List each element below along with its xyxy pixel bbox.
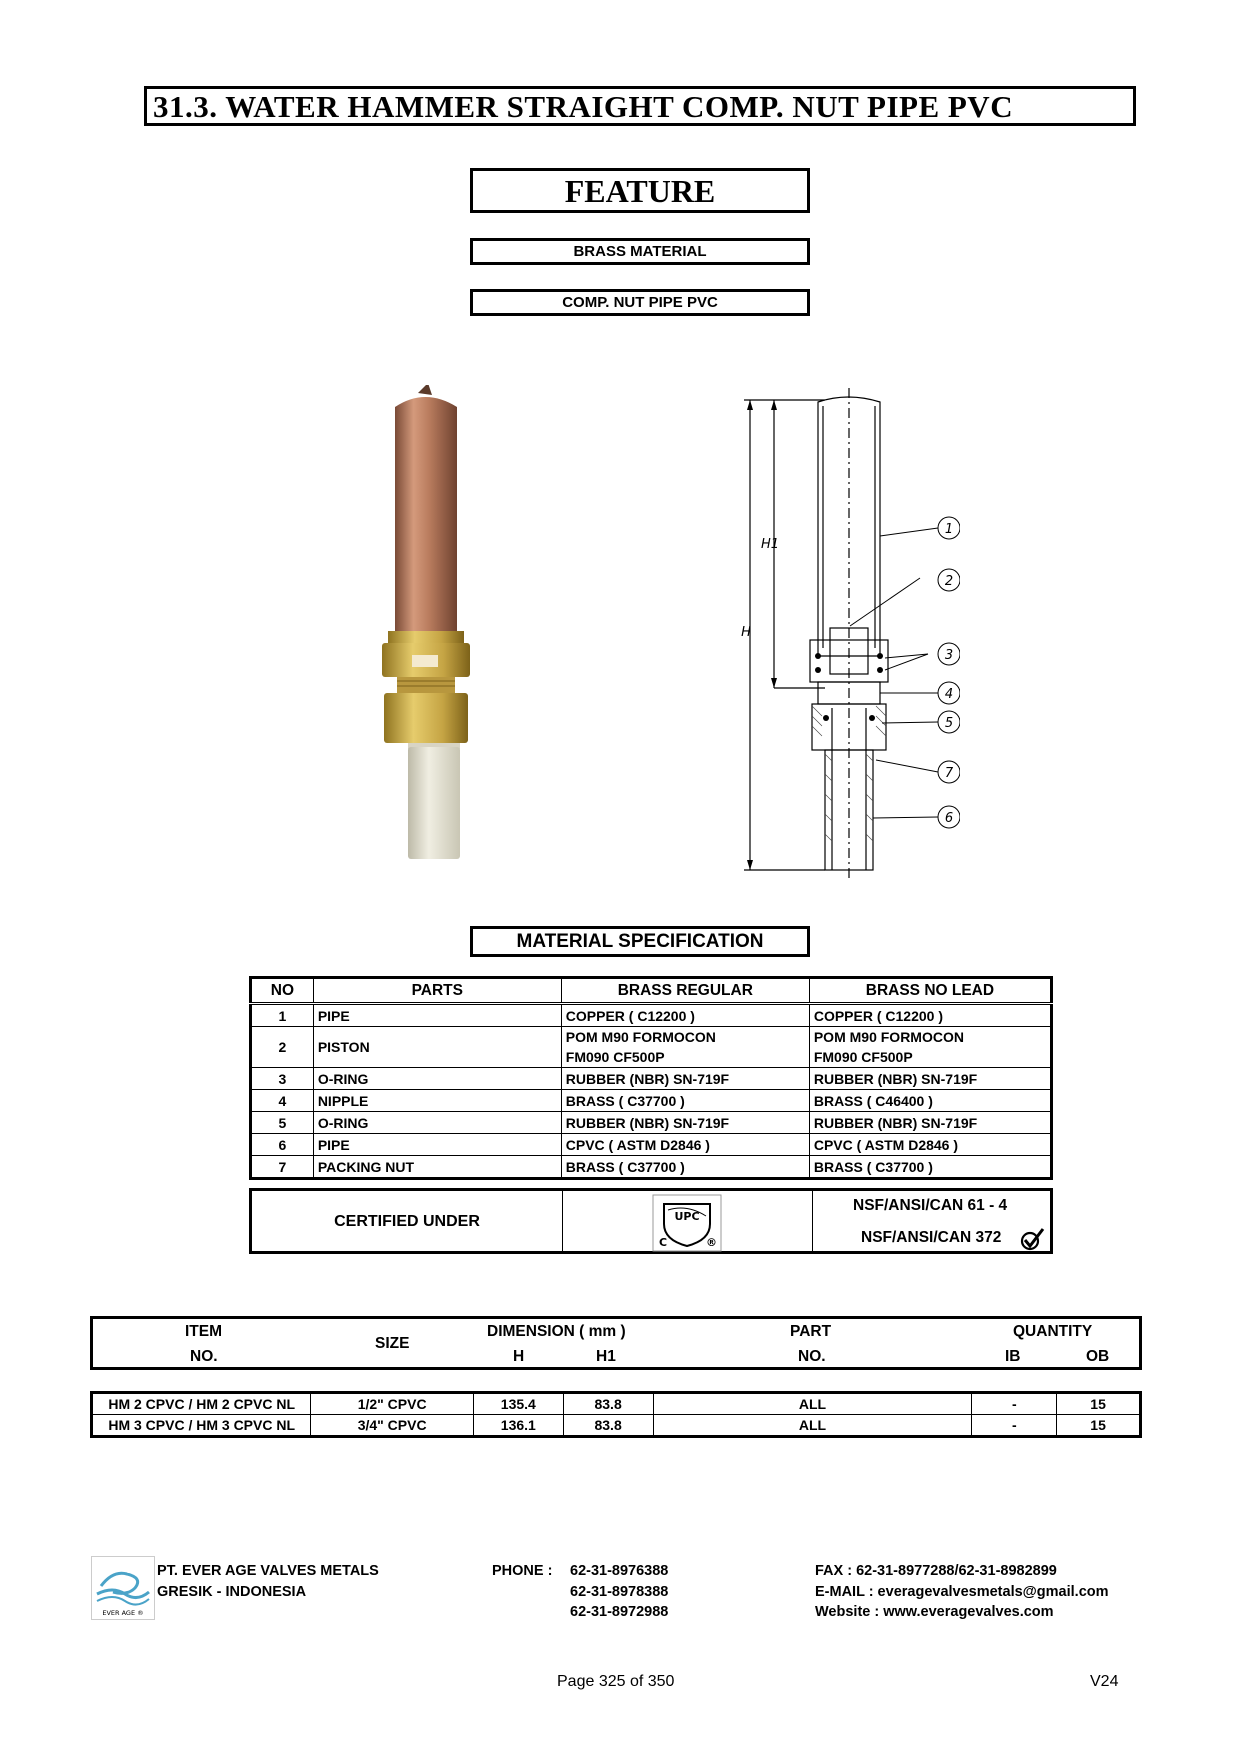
standards-cell	[813, 1191, 1050, 1251]
header-item: ITEM	[185, 1323, 223, 1340]
standard-61: NSF/ANSI/CAN 61 - 4	[853, 1197, 1008, 1214]
phone-numbers	[570, 1561, 668, 1623]
cell-regular: CPVC ( ASTM D2846 )	[561, 1134, 809, 1156]
cell-no-lead: BRASS ( C46400 )	[809, 1090, 1051, 1112]
cell-regular-line-2: FM090 CF500P	[565, 1049, 665, 1065]
company-logo-text: EVER AGE ®	[102, 1609, 144, 1617]
upc-logo	[652, 1194, 722, 1252]
cell-part: PIPE	[313, 1134, 561, 1156]
cell-no-lead	[809, 1027, 1051, 1068]
cell-size: 3/4" CPVC	[311, 1415, 474, 1437]
callout-3: 3	[944, 648, 954, 663]
dimension-table	[90, 1391, 1142, 1438]
cell-no-lead: BRASS ( C37700 )	[809, 1156, 1051, 1179]
cell-item: HM 3 CPVC / HM 3 CPVC NL	[92, 1415, 311, 1437]
cell-item: HM 2 CPVC / HM 2 CPVC NL	[92, 1393, 311, 1415]
contact-info	[815, 1561, 1109, 1623]
cell-part: O-RING	[313, 1112, 561, 1134]
cell-no: 2	[251, 1027, 314, 1068]
cell-regular	[561, 1027, 809, 1068]
column-header-brass-regular: BRASS REGULAR	[561, 978, 809, 1004]
table-row	[251, 1068, 1052, 1090]
material-spec-heading: MATERIAL SPECIFICATION	[470, 926, 810, 957]
cell-h: 136.1	[473, 1415, 563, 1437]
company-location: GRESIK - INDONESIA	[157, 1583, 307, 1600]
cell-regular: BRASS ( C37700 )	[561, 1156, 809, 1179]
cell-ob: 15	[1057, 1415, 1141, 1437]
header-part-no: NO.	[798, 1348, 826, 1365]
callout-4: 4	[944, 687, 954, 702]
table-header-row	[251, 978, 1052, 1004]
dim-label-h1: H1	[760, 537, 780, 552]
table-row	[251, 1027, 1052, 1068]
header-part: PART	[790, 1323, 832, 1340]
upc-logo-r: ®	[706, 1236, 717, 1249]
cell-no-lead: COPPER ( C12200 )	[809, 1004, 1051, 1027]
phone-number: 62-31-8976388	[570, 1563, 669, 1579]
cell-no: 1	[251, 1004, 314, 1027]
fax: FAX : 62-31-8977288/62-31-8982899	[815, 1563, 1057, 1579]
checkmark-icon	[1019, 1227, 1045, 1251]
column-header-no: NO	[251, 978, 314, 1004]
cell-no-lead: CPVC ( ASTM D2846 )	[809, 1134, 1051, 1156]
dimension-table-header	[90, 1316, 1142, 1370]
cell-no-lead-line-2: FM090 CF500P	[813, 1049, 913, 1065]
cell-ib: -	[972, 1393, 1057, 1415]
header-ob: OB	[1086, 1348, 1110, 1365]
callout-7: 7	[944, 766, 954, 781]
cell-no: 4	[251, 1090, 314, 1112]
certification-box	[249, 1188, 1053, 1254]
upc-logo-c: C	[659, 1236, 668, 1249]
header-quantity: QUANTITY	[1013, 1323, 1093, 1340]
cell-regular-line-1: POM M90 FORMOCON	[565, 1029, 716, 1045]
column-header-brass-no-lead: BRASS NO LEAD	[809, 978, 1051, 1004]
cell-part: O-RING	[313, 1068, 561, 1090]
callout-6: 6	[944, 811, 954, 826]
email: E-MAIL : everagevalvesmetals@gmail.com	[815, 1583, 1109, 1600]
cell-no-lead-line-1: POM M90 FORMOCON	[813, 1029, 964, 1045]
phone-number: 62-31-8978388	[570, 1583, 669, 1600]
header-ib: IB	[1005, 1348, 1021, 1365]
header-h1: H1	[596, 1348, 616, 1365]
cell-part: NIPPLE	[313, 1090, 561, 1112]
table-row	[251, 1156, 1052, 1179]
page-version: V24	[1090, 1673, 1119, 1690]
company-info	[157, 1561, 379, 1602]
callout-1: 1	[944, 522, 954, 537]
sectional-drawing	[730, 388, 960, 878]
table-row	[251, 1090, 1052, 1112]
cell-no: 3	[251, 1068, 314, 1090]
callout-2: 2	[944, 574, 954, 589]
cell-regular: COPPER ( C12200 )	[561, 1004, 809, 1027]
cell-regular: RUBBER (NBR) SN-719F	[561, 1068, 809, 1090]
cell-part: PACKING NUT	[313, 1156, 561, 1179]
cell-part: ALL	[653, 1415, 972, 1437]
phone-label: PHONE :	[492, 1563, 553, 1579]
phone-number: 62-31-8972988	[570, 1604, 669, 1620]
company-logo	[91, 1556, 155, 1620]
cell-part: ALL	[653, 1393, 972, 1415]
material-table	[249, 976, 1053, 1180]
header-h: H	[513, 1348, 525, 1365]
cell-ib: -	[972, 1415, 1057, 1437]
table-row	[251, 1004, 1052, 1027]
cell-part: PISTON	[313, 1027, 561, 1068]
upc-logo-cell	[563, 1191, 813, 1251]
cell-part: PIPE	[313, 1004, 561, 1027]
standard-372: NSF/ANSI/CAN 372	[861, 1229, 1002, 1246]
table-row	[251, 1112, 1052, 1134]
cell-regular: RUBBER (NBR) SN-719F	[561, 1112, 809, 1134]
cell-no: 5	[251, 1112, 314, 1134]
cell-ob: 15	[1057, 1393, 1141, 1415]
feature-heading: FEATURE	[470, 168, 810, 213]
cell-no-lead: RUBBER (NBR) SN-719F	[809, 1068, 1051, 1090]
cell-regular: BRASS ( C37700 )	[561, 1090, 809, 1112]
header-size: SIZE	[375, 1335, 410, 1352]
cell-h1: 83.8	[563, 1415, 653, 1437]
table-row	[92, 1393, 1141, 1415]
product-photo	[370, 385, 500, 870]
cell-h1: 83.8	[563, 1393, 653, 1415]
header-item-no: NO.	[190, 1348, 218, 1365]
company-name: PT. EVER AGE VALVES METALS	[157, 1563, 379, 1579]
cell-no: 7	[251, 1156, 314, 1179]
cell-no: 6	[251, 1134, 314, 1156]
page-title: 31.3. WATER HAMMER STRAIGHT COMP. NUT PIPE PVC	[144, 86, 1136, 126]
certified-under-label: CERTIFIED UNDER	[252, 1191, 563, 1251]
feature-item-material: BRASS MATERIAL	[470, 238, 810, 265]
dim-label-h: H	[741, 625, 751, 640]
feature-item-connection: COMP. NUT PIPE PVC	[470, 289, 810, 316]
website: Website : www.everagevalves.com	[815, 1604, 1054, 1620]
header-dimension: DIMENSION ( mm )	[487, 1323, 626, 1340]
cell-h: 135.4	[473, 1393, 563, 1415]
column-header-parts: PARTS	[313, 978, 561, 1004]
table-row	[251, 1134, 1052, 1156]
upc-logo-text: UPC	[674, 1210, 700, 1223]
callout-5: 5	[944, 716, 954, 731]
table-row	[92, 1415, 1141, 1437]
cell-no-lead: RUBBER (NBR) SN-719F	[809, 1112, 1051, 1134]
page-number: Page 325 of 350	[557, 1673, 675, 1690]
cell-size: 1/2" CPVC	[311, 1393, 474, 1415]
